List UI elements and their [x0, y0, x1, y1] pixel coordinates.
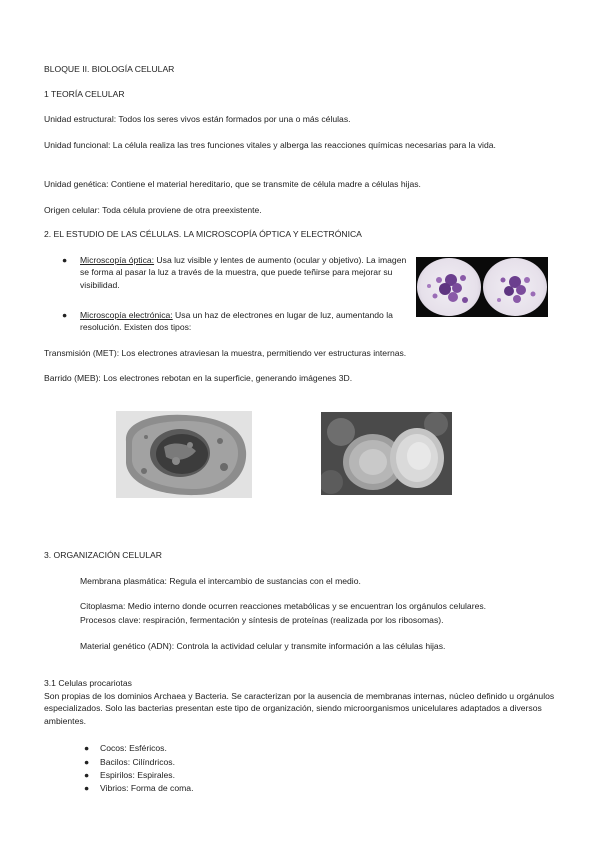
- bullet-dot: ●: [84, 770, 90, 780]
- bullet-dot: ●: [84, 757, 90, 767]
- section1-title: 1 TEORÍA CELULAR: [44, 89, 125, 99]
- bullet-dot: ●: [84, 783, 90, 793]
- blood-smear-right: [483, 258, 547, 316]
- meb-description: Barrido (MEB): Los electrones rebotan en la superficie, generando imágenes 3D.: [44, 373, 353, 383]
- optical-label: Microscopía óptica:: [80, 255, 155, 265]
- shape-item: Espirilos: Espirales.: [100, 770, 175, 780]
- cytoplasm-description: Citoplasma: Medio interno donde ocurren reacciones metabólicas y se encuentran los orgánulos celulares.: [80, 601, 487, 611]
- bullet-dot: ●: [62, 255, 68, 265]
- shape-item: Vibrios: Forma de coma.: [100, 783, 194, 793]
- met-description: Transmisión (MET): Los electrones atraviesan la muestra, permitiendo ver estructuras internas.: [44, 348, 407, 358]
- theory-functional: Unidad funcional: La célula realiza las tres funciones vitales y alberga las reacciones químicas necesarias para la vida.: [44, 140, 496, 150]
- optical-microscopy-item: [80, 254, 408, 291]
- section31-title: 3.1 Celulas procariotas: [44, 678, 132, 688]
- key-processes: Procesos clave: respiración, fermentación y síntesis de proteínas (realizada por los ribosomas).: [80, 615, 444, 625]
- shape-item: Cocos: Esféricos.: [100, 743, 167, 753]
- prokaryote-paragraph: Son propias de los dominios Archaea y Bacteria. Se caracterizan por la ausencia de membranas internas, núcleo definido u orgánulos especializados. Solo las bacterias presentan este tipo de organización, siendo microorganismos unicelulares adaptados a diversos ambientes.: [44, 691, 555, 726]
- tem-cell-image: [116, 411, 252, 498]
- electron-label: Microscopía electrónica:: [80, 310, 173, 320]
- theory-origin: Origen celular: Toda célula proviene de otra preexistente.: [44, 205, 262, 215]
- sem-cell-image: [321, 412, 452, 495]
- bullet-dot: ●: [84, 743, 90, 753]
- bullet-dot: ●: [62, 310, 68, 320]
- membrane-description: Membrana plasmática: Regula el intercambio de sustancias con el medio.: [80, 576, 361, 586]
- section2-title: 2. EL ESTUDIO DE LAS CÉLULAS. LA MICROSCOPÍA ÓPTICA Y ELECTRÓNICA: [44, 229, 362, 239]
- electron-microscopy-item: [80, 309, 408, 334]
- theory-genetic: Unidad genética: Contiene el material hereditario, que se transmite de célula madre a células hijas.: [44, 179, 421, 189]
- block-title: BLOQUE II. BIOLOGÍA CELULAR: [44, 64, 175, 74]
- electron-text: Usa un haz de electrones en lugar de luz, aumentando la resolución. Existen dos tipos:: [80, 310, 393, 333]
- genetic-material-description: Material genético (ADN): Controla la actividad celular y transmite información a las células hijas.: [80, 641, 446, 651]
- optical-microscope-image: [416, 257, 548, 317]
- theory-structural: Unidad estructural: Todos los seres vivos están formados por una o más células.: [44, 114, 351, 124]
- blood-smear-left: [417, 258, 481, 316]
- shape-item: Bacilos: Cilíndricos.: [100, 757, 175, 767]
- optical-text: Usa luz visible y lentes de aumento (ocular y objetivo). La imagen se forma al pasar la luz a través de la muestra, que puede teñirse para mejorar su visibilidad.: [80, 255, 407, 290]
- section3-title: 3. ORGANIZACIÓN CELULAR: [44, 550, 162, 560]
